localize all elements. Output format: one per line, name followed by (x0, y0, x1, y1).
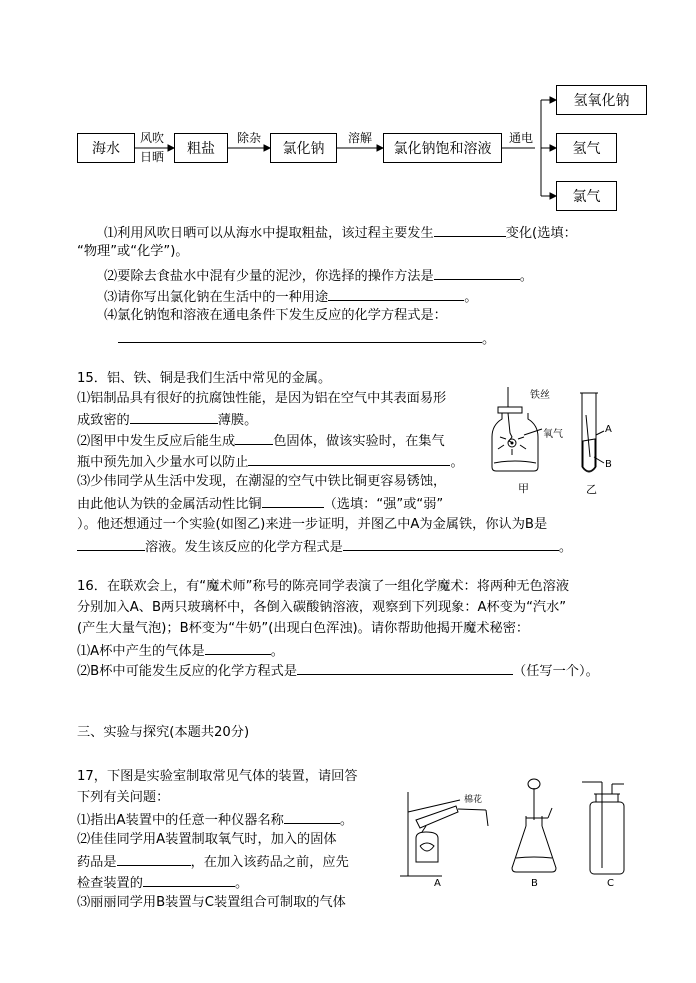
q16-line-2: 分别加入A、B两只玻璃杯中，各倒入碳酸钠溶液，观察到下列现象：A杯变为“汽水” (77, 600, 567, 615)
q16-blank-2[interactable] (297, 661, 513, 675)
q17-line-6: 检查装置的 。 (77, 873, 248, 893)
fig-label-oxygen: 氧气 (543, 429, 563, 440)
flow-label-electrolysis: 通电 (508, 131, 533, 145)
q15-blank-1[interactable] (130, 410, 218, 424)
q17-line-4: ⑵佳佳同学用A装置制取氧气时，加入的固体 (77, 832, 337, 847)
q16-line-1: 16．在联欢会上，有“魔术师”称号的陈亮同学表演了一组化学魔术：将两种无色溶液 (77, 579, 570, 594)
q16-line-5: ⑵B杯中可能发生反应的化学方程式是 （任写一个）。 (77, 661, 599, 681)
q15-line-2: 成致密的 薄膜。 (77, 410, 257, 430)
fig-label-iron-wire: 铁丝 (530, 390, 550, 401)
q17-line-2: 下列有关问题： (77, 790, 170, 805)
flow-box-hydrogen: 氢气 (556, 133, 617, 163)
q15-line-3: ⑵图甲中发生反应后能生成 色固体，做该实验时，在集气 (77, 431, 445, 451)
q14-blank-1[interactable] (434, 223, 506, 237)
q15-blank-3[interactable] (248, 452, 450, 466)
q15-line-5: ⑶少伟同学从生活中发现，在潮湿的空气中铁比铜更容易锈蚀， (77, 474, 447, 489)
q14-line-5: ⑷氯化钠饱和溶液在通电条件下发生反应的化学方程式是： (104, 308, 447, 323)
q17-blank-3[interactable] (143, 873, 235, 887)
q16-blank-1[interactable] (205, 641, 271, 655)
fig-label-B2: B (531, 878, 538, 889)
q14-line-4: ⑶请你写出氯化钠在生活中的一种用途 。 (104, 287, 477, 307)
fig-label-B: B (605, 459, 612, 470)
fig-label-cotton: 棉花 (464, 795, 483, 805)
q15-line-8: 溶液。发生该反应的化学方程式是 。 (77, 537, 572, 557)
flow-label-sun: 日晒 (139, 150, 164, 164)
fig-label-A: A (605, 424, 612, 435)
q15-blank-2[interactable] (235, 431, 273, 445)
q17-line-7: ⑶丽丽同学用B装置与C装置组合可制取的气体 (77, 895, 346, 910)
q17-line-5: 药品是 ，在加入该药品之前，应先 (77, 852, 349, 872)
flow-box-seawater: 海水 (77, 133, 135, 163)
q17-line-1: 17，下图是实验室制取常见气体的装置，请回答 (77, 769, 358, 784)
flow-label-dissolve: 溶解 (347, 131, 372, 145)
q15-line-1: ⑴铝制品具有很好的抗腐蚀性能，是因为铝在空气中其表面易形 (77, 391, 447, 406)
flow-label-purify: 除杂 (236, 131, 261, 145)
q14-line-6: 。 (118, 329, 495, 349)
flow-box-chlorine: 氯气 (556, 181, 617, 211)
fig-label-C2: C (607, 878, 614, 889)
q17-apparatus-drawing (396, 776, 666, 888)
flow-box-crude-salt: 粗盐 (174, 133, 228, 163)
q15-title: 15．铝、铁、铜是我们生活中常见的金属。 (77, 371, 332, 386)
fig-label-jia: 甲 (518, 482, 529, 495)
q15-apparatus-drawing (490, 385, 630, 495)
q14-line-2: “物理”或“化学”)。 (77, 244, 189, 259)
q14-line-1: ⑴利用风吹日晒可以从海水中提取粗盐，该过程主要发生 变化(选填： (104, 223, 577, 243)
q14-blank-3[interactable] (328, 287, 464, 301)
q15-line-4: 瓶中预先加入少量水可以防止 。 (77, 452, 464, 472)
flow-label-wind: 风吹 (139, 131, 164, 145)
flow-box-naoh: 氢氧化钠 (556, 85, 647, 115)
q17-blank-2[interactable] (117, 852, 191, 866)
q17-line-3: ⑴指出A装置中的任意一种仪器名称 。 (77, 810, 353, 830)
flow-box-nacl: 氯化钠 (270, 133, 337, 163)
q16-line-4: ⑴A杯中产生的气体是 。 (77, 641, 284, 661)
q14-line-3: ⑵要除去食盐水中混有少量的泥沙，你选择的操作方法是 。 (104, 266, 533, 286)
fig-label-yi: 乙 (586, 483, 597, 496)
q15-blank-5[interactable] (77, 537, 145, 551)
q15-blank-4[interactable] (262, 494, 324, 508)
q14-blank-2[interactable] (434, 266, 520, 280)
flow-box-saturated-solution: 氯化钠饱和溶液 (383, 133, 502, 163)
q15-blank-6[interactable] (343, 537, 559, 551)
fig-label-A2: A (434, 878, 441, 889)
q14-blank-4[interactable] (118, 329, 482, 343)
q15-line-6: 由此他认为铁的金属活动性比铜 （选填：“强”或“弱” (77, 494, 443, 514)
q17-blank-1[interactable] (284, 810, 340, 824)
q16-line-3: (产生大量气泡)；B杯变为“牛奶”(出现白色浑浊)。请你帮助他揭开魔术秘密： (77, 621, 530, 636)
q15-line-7: ）。他还想通过一个实验(如图乙)来进一步证明，并图乙中A为金属铁，你认为B是 (77, 517, 548, 532)
section-3-heading: 三、实验与探究(本题共20分) (77, 725, 250, 740)
